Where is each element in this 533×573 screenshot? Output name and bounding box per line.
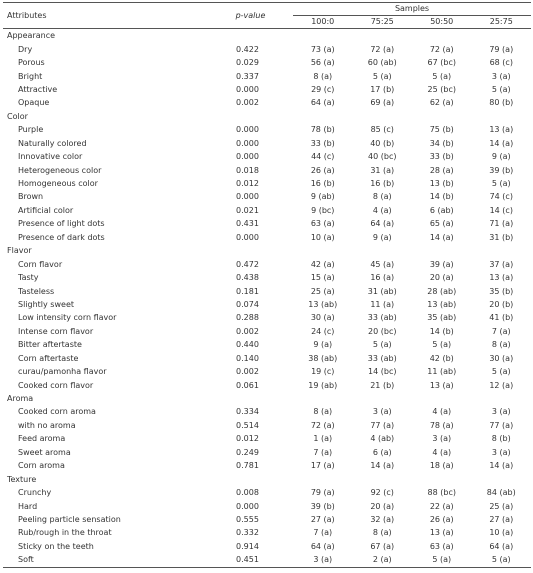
sample-value-cell: 39 (b) [489, 165, 514, 175]
table-row [3, 446, 531, 459]
attribute-cell: Soft [3, 553, 208, 567]
group-label: Appearance [3, 29, 531, 43]
table-row [3, 459, 531, 472]
attribute-cell: Cooked corn flavor [18, 380, 94, 390]
sample-value-cell: 5 (a) [491, 367, 511, 377]
sample-value-cell: 20 (b) [489, 299, 514, 309]
sample-value-cell: 25 (a) [489, 501, 514, 511]
attribute-cell: Artificial color [18, 205, 74, 215]
sample-value-cell: 20 (a) [370, 501, 395, 511]
sample-value-cell: 14 (b) [429, 326, 454, 336]
sample-value-cell: 14 (a) [489, 138, 514, 148]
sample-value-cell: 33 (b) [429, 152, 454, 162]
p-value-cell: 0.914 [236, 541, 259, 551]
table-row [3, 325, 531, 338]
attribute-cell: Slightly sweet [18, 299, 74, 309]
table-row [3, 284, 531, 297]
group-row [3, 392, 531, 405]
p-value-cell: 0.012 [236, 434, 259, 444]
attribute-cell: Brown [18, 192, 44, 202]
sample-value-cell: 68 (c) [489, 58, 513, 68]
p-value-cell: 0.337 [236, 71, 259, 81]
table-row [3, 123, 531, 136]
attribute-cell: Presence of dark dots [18, 232, 105, 242]
sample-value-cell: 11 (a) [370, 299, 395, 309]
sample-value-cell: 40 (b) [370, 138, 395, 148]
table-row [3, 352, 531, 365]
p-value-cell: 0.440 [236, 340, 259, 350]
sample-value-cell: 39 (b) [310, 501, 335, 511]
p-value-cell: 0.000 [236, 138, 259, 148]
sample-value-cell: 1 (a) [313, 434, 333, 444]
p-value-cell: 0.000 [236, 125, 259, 135]
p-value-cell: 0.008 [236, 488, 259, 498]
p-value-cell: 0.000 [236, 232, 259, 242]
table-row [3, 257, 531, 270]
sample-value-cell: 64 (a) [310, 541, 335, 551]
sample-value-cell: 14 (b) [429, 192, 454, 202]
attribute-cell: Tasteless [18, 286, 55, 296]
sample-value-cell: 38 (ab) [308, 353, 338, 363]
attribute-cell: curau/pamonha flavor [18, 367, 107, 377]
table-row [3, 540, 531, 553]
sample-value-cell: 12 (a) [489, 380, 514, 390]
sample-value-cell: 25 (a) [310, 286, 335, 296]
sample-value-cell: 35 (ab) [427, 313, 457, 323]
sample-value-cell: 26 (a) [429, 514, 454, 524]
attribute-cell: Attractive [18, 84, 58, 94]
sample-value-cell: 5 (a) [432, 340, 452, 350]
table-row [3, 405, 531, 418]
table-row [3, 432, 531, 445]
table-body [3, 29, 531, 568]
group-label: Texture [7, 474, 37, 484]
table-row [3, 217, 531, 230]
attributes-header: Attributes [3, 3, 208, 29]
sample-value-cell: 34 (b) [429, 138, 454, 148]
attribute-cell: Hard [18, 501, 38, 511]
table-row [3, 69, 531, 82]
sample-value-cell: 5 (a) [412, 553, 472, 567]
sample-value-cell: 13 (ab) [308, 299, 338, 309]
sample-value-cell: 72 (a) [310, 420, 335, 430]
p-value-cell: 0.074 [236, 299, 259, 309]
sample-value-cell: 16 (b) [310, 179, 335, 189]
table-row [3, 177, 531, 190]
p-value-cell: 0.000 [236, 501, 259, 511]
attribute-cell: Intense corn flavor [18, 326, 94, 336]
p-value-cell: 0.000 [236, 84, 259, 94]
attribute-cell: Bright [18, 71, 43, 81]
p-value-cell: 0.431 [236, 219, 259, 229]
sample-value-cell: 10 (a) [489, 528, 514, 538]
table-row [3, 486, 531, 499]
table-row [3, 499, 531, 512]
sample-value-cell: 18 (a) [429, 461, 454, 471]
sample-value-cell: 13 (ab) [427, 299, 457, 309]
attribute-cell: Rub/rough in the throat [18, 528, 112, 538]
p-value-cell: 0.781 [236, 461, 259, 471]
sample-value-cell: 28 (ab) [427, 286, 457, 296]
samples-header: Samples [293, 3, 531, 16]
sample-value-cell: 85 (c) [370, 125, 394, 135]
sample-value-cell: 13 (a) [429, 528, 454, 538]
attribute-cell: Bitter aftertaste [18, 340, 82, 350]
sample-value-cell: 74 (c) [489, 192, 513, 202]
attribute-cell: Presence of light dots [18, 219, 105, 229]
attribute-cell: with no aroma [18, 420, 76, 430]
sample-value-cell: 9 (a) [313, 340, 333, 350]
p-value-cell: 0.555 [236, 514, 259, 524]
sample-value-cell: 5 (a) [491, 84, 511, 94]
attribute-cell: Homogeneous color [18, 179, 98, 189]
sample-value-cell: 19 (c) [311, 367, 335, 377]
attribute-cell: Dry [18, 44, 33, 54]
sample-value-cell: 10 (a) [310, 232, 335, 242]
group-row [3, 29, 531, 43]
sample-value-cell: 73 (a) [310, 44, 335, 54]
sample-value-cell: 69 (a) [370, 98, 395, 108]
p-value-cell: 0.422 [236, 44, 259, 54]
sample-value-cell: 6 (ab) [429, 205, 454, 215]
sample-value-cell: 17 (a) [310, 461, 335, 471]
p-value-cell: 0.472 [236, 259, 259, 269]
sample-value-cell: 45 (a) [370, 259, 395, 269]
sample-value-cell: 75 (b) [429, 125, 454, 135]
sample-value-cell: 28 (a) [429, 165, 454, 175]
table-row [3, 311, 531, 324]
sample-value-cell: 3 (a) [491, 407, 511, 417]
p-value-cell: 0.514 [236, 420, 259, 430]
sample-value-cell: 92 (c) [370, 488, 394, 498]
sample-value-cell: 40 (bc) [368, 152, 397, 162]
sample-value-cell: 63 (a) [429, 541, 454, 551]
sample-value-cell: 5 (a) [372, 340, 392, 350]
attribute-cell: Naturally colored [18, 138, 87, 148]
sample-value-cell: 14 (c) [489, 205, 513, 215]
sample-value-cell: 37 (a) [489, 259, 514, 269]
sample-value-cell: 63 (a) [310, 219, 335, 229]
sample-value-cell: 84 (ab) [486, 488, 516, 498]
sample-value-cell: 6 (a) [372, 447, 392, 457]
sample-value-cell: 31 (ab) [367, 286, 397, 296]
sample-value-cell: 72 (a) [429, 44, 454, 54]
sample-value-cell: 8 (a) [372, 528, 392, 538]
table-row [3, 526, 531, 539]
sample-value-cell: 17 (b) [370, 84, 395, 94]
sample-value-cell: 39 (a) [429, 259, 454, 269]
sample-value-cell: 77 (a) [489, 420, 514, 430]
sample-value-cell: 79 (a) [310, 488, 335, 498]
sample-value-cell: 5 (a) [432, 71, 452, 81]
table-row [3, 56, 531, 69]
sample-value-cell: 4 (a) [432, 447, 452, 457]
sample-value-cell: 31 (a) [370, 165, 395, 175]
sample-value-cell: 19 (ab) [308, 380, 338, 390]
table-header [3, 3, 531, 29]
sample-value-cell: 25 (bc) [427, 84, 456, 94]
attribute-cell: Sweet aroma [18, 447, 71, 457]
sample-value-cell: 14 (a) [429, 232, 454, 242]
table-row [3, 365, 531, 378]
table-row [3, 378, 531, 391]
attribute-cell: Low intensity corn flavor [18, 313, 117, 323]
sample-value-cell: 35 (b) [489, 286, 514, 296]
sample-value-cell: 71 (a) [489, 219, 514, 229]
sample-value-cell: 4 (a) [372, 205, 392, 215]
sample-value-cell: 8 (b) [491, 434, 511, 444]
attribute-cell: Innovative color [18, 152, 83, 162]
sample-value-cell: 15 (a) [310, 273, 335, 283]
table-row [3, 137, 531, 150]
table-row [3, 190, 531, 203]
sample-value-cell: 30 (a) [489, 353, 514, 363]
group-label: Flavor [7, 246, 32, 256]
table-row [3, 42, 531, 55]
p-value-cell: 0.029 [236, 58, 259, 68]
p-value-cell: 0.000 [236, 152, 259, 162]
p-value-cell: 0.332 [236, 528, 259, 538]
attribute-cell: Opaque [18, 98, 50, 108]
sample-value-cell: 8 (a) [372, 192, 392, 202]
attribute-cell: Corn aroma [18, 461, 65, 471]
sample-value-cell: 27 (a) [310, 514, 335, 524]
p-value-cell: 0.002 [236, 98, 259, 108]
sample-value-cell: 64 (a) [370, 219, 395, 229]
sample-value-cell: 3 (a) [372, 407, 392, 417]
p-value-cell: 0.002 [236, 367, 259, 377]
sample-value-cell: 78 (a) [429, 420, 454, 430]
group-row [3, 110, 531, 123]
sample-value-cell: 42 (b) [429, 353, 454, 363]
sample-value-cell: 62 (a) [429, 98, 454, 108]
attribute-cell: Heterogeneous color [18, 165, 102, 175]
attribute-cell: Cooked corn aroma [18, 407, 96, 417]
p-value-cell: 0.021 [236, 205, 259, 215]
sample-value-cell: 80 (b) [489, 98, 514, 108]
attribute-cell: Tasty [18, 273, 39, 283]
sample-value-cell: 78 (b) [310, 125, 335, 135]
sample-value-cell: 13 (a) [489, 273, 514, 283]
sample-value-cell: 4 (a) [432, 407, 452, 417]
attribute-cell: Corn aftertaste [18, 353, 79, 363]
table-row [3, 163, 531, 176]
sample-value-cell: 3 (a) [491, 447, 511, 457]
p-value-cell: 0.002 [236, 326, 259, 336]
sample-value-cell: 67 (bc) [427, 58, 456, 68]
attribute-cell: Sticky on the teeth [18, 541, 94, 551]
sample-value-cell: 14 (bc) [368, 367, 397, 377]
sample-value-cell: 7 (a) [313, 447, 333, 457]
sample-value-cell: 60 (ab) [367, 58, 397, 68]
sample-value-cell: 14 (a) [489, 461, 514, 471]
sample-value-cell: 33 (ab) [367, 313, 397, 323]
sample-value-cell: 3 (a) [293, 553, 353, 567]
attribute-cell: Feed aroma [18, 434, 66, 444]
p-value-cell: 0.140 [236, 353, 259, 363]
table-row [3, 271, 531, 284]
sample-value-cell: 8 (a) [491, 340, 511, 350]
sample-value-cell: 13 (b) [429, 179, 454, 189]
sample-value-cell: 88 (bc) [427, 488, 456, 498]
p-value-cell: 0.288 [236, 313, 259, 323]
p-value-cell: 0.000 [236, 192, 259, 202]
sample-value-cell: 9 (bc) [311, 205, 335, 215]
table-row [3, 96, 531, 109]
sample-value-cell: 13 (a) [429, 380, 454, 390]
sample-value-cell: 24 (c) [311, 326, 335, 336]
sample-value-cell: 65 (a) [429, 219, 454, 229]
p-value-cell: 0.018 [236, 165, 259, 175]
sample-value-cell: 8 (a) [313, 71, 333, 81]
sample-value-cell: 22 (a) [429, 501, 454, 511]
sample-value-cell: 20 (bc) [368, 326, 397, 336]
sample-col-header: 75:25 [353, 16, 413, 29]
sample-value-cell: 27 (a) [489, 514, 514, 524]
p-value-cell: 0.181 [236, 286, 259, 296]
sample-col-header: 50:50 [412, 16, 472, 29]
group-label: Color [7, 111, 28, 121]
sample-value-cell: 3 (a) [432, 434, 452, 444]
sample-value-cell: 3 (a) [491, 71, 511, 81]
attribute-cell: Crunchy [18, 488, 52, 498]
attribute-cell: Peeling particle sensation [18, 514, 121, 524]
sample-value-cell: 77 (a) [370, 420, 395, 430]
sample-value-cell: 26 (a) [310, 165, 335, 175]
sample-value-cell: 9 (a) [491, 152, 511, 162]
sample-value-cell: 14 (a) [370, 461, 395, 471]
sample-value-cell: 79 (a) [489, 44, 514, 54]
sample-value-cell: 72 (a) [370, 44, 395, 54]
sample-value-cell: 20 (a) [429, 273, 454, 283]
sample-value-cell: 64 (a) [489, 541, 514, 551]
table-row [3, 553, 531, 567]
sample-value-cell: 29 (c) [311, 84, 335, 94]
table-row [3, 150, 531, 163]
sample-value-cell: 33 (ab) [367, 353, 397, 363]
table-row [3, 338, 531, 351]
p-value-cell: 0.249 [236, 447, 259, 457]
attribute-cell: Purple [18, 125, 44, 135]
table-row [3, 231, 531, 244]
sample-value-cell: 11 (ab) [427, 367, 457, 377]
sample-value-cell: 41 (b) [489, 313, 514, 323]
header-row-1 [3, 3, 531, 16]
sample-value-cell: 67 (a) [370, 541, 395, 551]
sensory-attributes-table [3, 2, 531, 568]
sample-value-cell: 7 (a) [491, 326, 511, 336]
sample-value-cell: 9 (a) [372, 232, 392, 242]
sample-value-cell: 9 (ab) [310, 192, 335, 202]
sample-col-header: 25:75 [472, 16, 532, 29]
sample-value-cell: 5 (a) [372, 71, 392, 81]
sample-value-cell: 16 (b) [370, 179, 395, 189]
p-value-header: p-value [208, 3, 293, 29]
p-value-cell: 0.012 [236, 179, 259, 189]
attribute-cell: Corn flavor [18, 259, 63, 269]
sample-value-cell: 44 (c) [311, 152, 335, 162]
sample-value-cell: 16 (a) [370, 273, 395, 283]
table-row [3, 419, 531, 432]
group-label: Aroma [7, 394, 34, 404]
group-row [3, 472, 531, 485]
p-value-cell: 0.438 [236, 273, 259, 283]
sample-value-cell: 31 (b) [489, 232, 514, 242]
sample-value-cell: 21 (b) [370, 380, 395, 390]
sample-value-cell: 7 (a) [313, 528, 333, 538]
sample-value-cell: 8 (a) [313, 407, 333, 417]
table-row [3, 298, 531, 311]
sample-value-cell: 56 (a) [310, 58, 335, 68]
sample-value-cell: 13 (a) [489, 125, 514, 135]
group-row [3, 244, 531, 257]
sample-value-cell: 64 (a) [310, 98, 335, 108]
sample-value-cell: 32 (a) [370, 514, 395, 524]
sample-value-cell: 4 (ab) [370, 434, 395, 444]
table-row [3, 83, 531, 96]
p-value-cell: 0.451 [208, 553, 293, 567]
sample-value-cell: 5 (a) [491, 179, 511, 189]
table-row [3, 513, 531, 526]
sample-value-cell: 42 (a) [310, 259, 335, 269]
sample-value-cell: 33 (b) [310, 138, 335, 148]
p-value-cell: 0.334 [236, 407, 259, 417]
attribute-cell: Porous [18, 58, 45, 68]
sample-value-cell: 5 (a) [472, 553, 532, 567]
sample-value-cell: 30 (a) [310, 313, 335, 323]
p-value-cell: 0.061 [236, 380, 259, 390]
table-row [3, 204, 531, 217]
sample-value-cell: 2 (a) [353, 553, 413, 567]
sample-col-header: 100:0 [293, 16, 353, 29]
